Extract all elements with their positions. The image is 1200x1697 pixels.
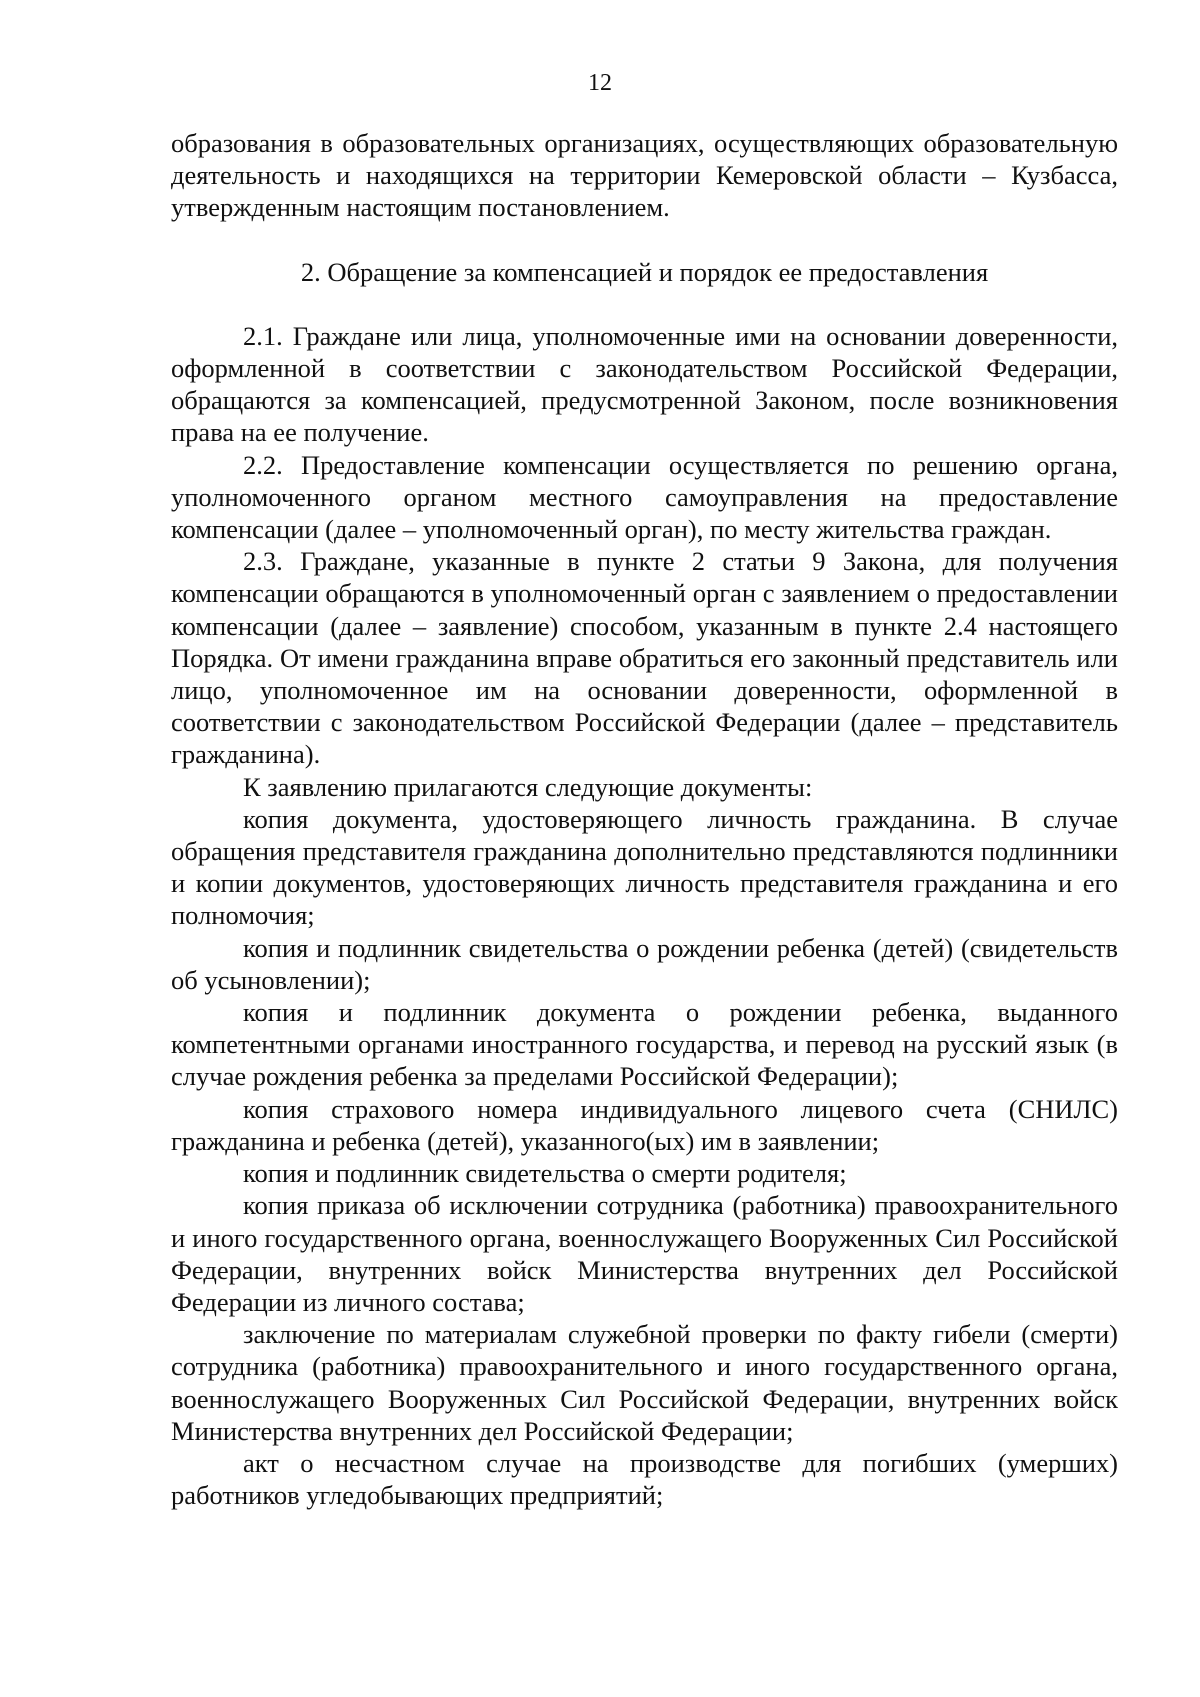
page-number: 12 bbox=[588, 70, 612, 96]
list-item-death-certificate: копия и подлинник свидетельства о смерти родителя; bbox=[243, 1158, 847, 1189]
list-item-identity-document: копия документа, удостоверяющего личность гражданина. В случае обращения представителя гражданина дополнительно представляются подлинники и копии документов, удостоверяющих личность представителя гражданина и его полномочия; bbox=[171, 803, 1118, 931]
paragraph-2-2: 2.2. Предоставление компенсации осуществляется по решению органа, уполномоченного органом местного самоуправления на предоставление компенсации (далее – уполномоченный орган), по месту жительства граждан. bbox=[171, 449, 1118, 545]
list-item-foreign-birth-document: копия и подлинник документа о рождении ребенка, выданного компетентными органами иностранного государства, и перевод на русский язык (в случае рождения ребенка за пределами Российской Федерации); bbox=[171, 997, 1118, 1092]
list-item-exclusion-order: копия приказа об исключении сотрудника (работника) правоохранительного и иного государственного органа, военнослужащего Вооруженных Сил Российской Федерации, внутренних войск Министерства внутренних дел Российской Федерации из личного состава; bbox=[171, 1190, 1118, 1317]
paragraph-continuation: образования в образовательных организациях, осуществляющих образовательную деятельность и находящихся на территории Кемеровской области – Кузбасса, утвержденным настоящим постановлением. bbox=[171, 128, 1118, 223]
list-item-inspection-conclusion: заключение по материалам служебной проверки по факту гибели (смерти) сотрудника (работника) правоохранительного и иного государственного органа, военнослужащего Вооруженных Сил Российской Федерации, внутренних войск Министерства внутренних дел Российской Федерации; bbox=[171, 1319, 1118, 1446]
section-heading: 2. Обращение за компенсацией и порядок ее предоставления bbox=[300, 256, 989, 287]
paragraph-2-1: 2.1. Граждане или лица, уполномоченные ими на основании доверенности, оформленной в соответствии с законодательством Российской Федерации, обращаются за компенсацией, предусмотренной Законом, после возникновения права на ее получение. bbox=[171, 320, 1118, 448]
paragraph-2-3: 2.3. Граждане, указанные в пункте 2 статьи 9 Закона, для получения компенсации обращаются в уполномоченный орган с заявлением о предоставлении компенсации (далее – заявление) способом, указанным в пункте 2.4 настоящего Порядка. От имени гражданина вправе обратиться его законный представитель или лицо, уполномоченное им на основании доверенности, оформленной в соответствии с законодательством Российской Федерации (далее – представитель гражданина). bbox=[171, 546, 1118, 770]
paragraph-documents-intro: К заявлению прилагаются следующие документы: bbox=[243, 771, 813, 802]
list-item-birth-certificate: копия и подлинник свидетельства о рождении ребенка (детей) (свидетельств об усыновлении); bbox=[171, 932, 1118, 995]
list-item-snils: копия страхового номера индивидуального лицевого счета (СНИЛС) гражданина и ребенка (детей), указанного(ых) им в заявлении; bbox=[171, 1093, 1118, 1156]
list-item-accident-report: акт о несчастном случае на производстве для погибших (умерших) работников угледобывающих предприятий; bbox=[171, 1447, 1118, 1511]
document-body bbox=[171, 127, 1118, 1511]
